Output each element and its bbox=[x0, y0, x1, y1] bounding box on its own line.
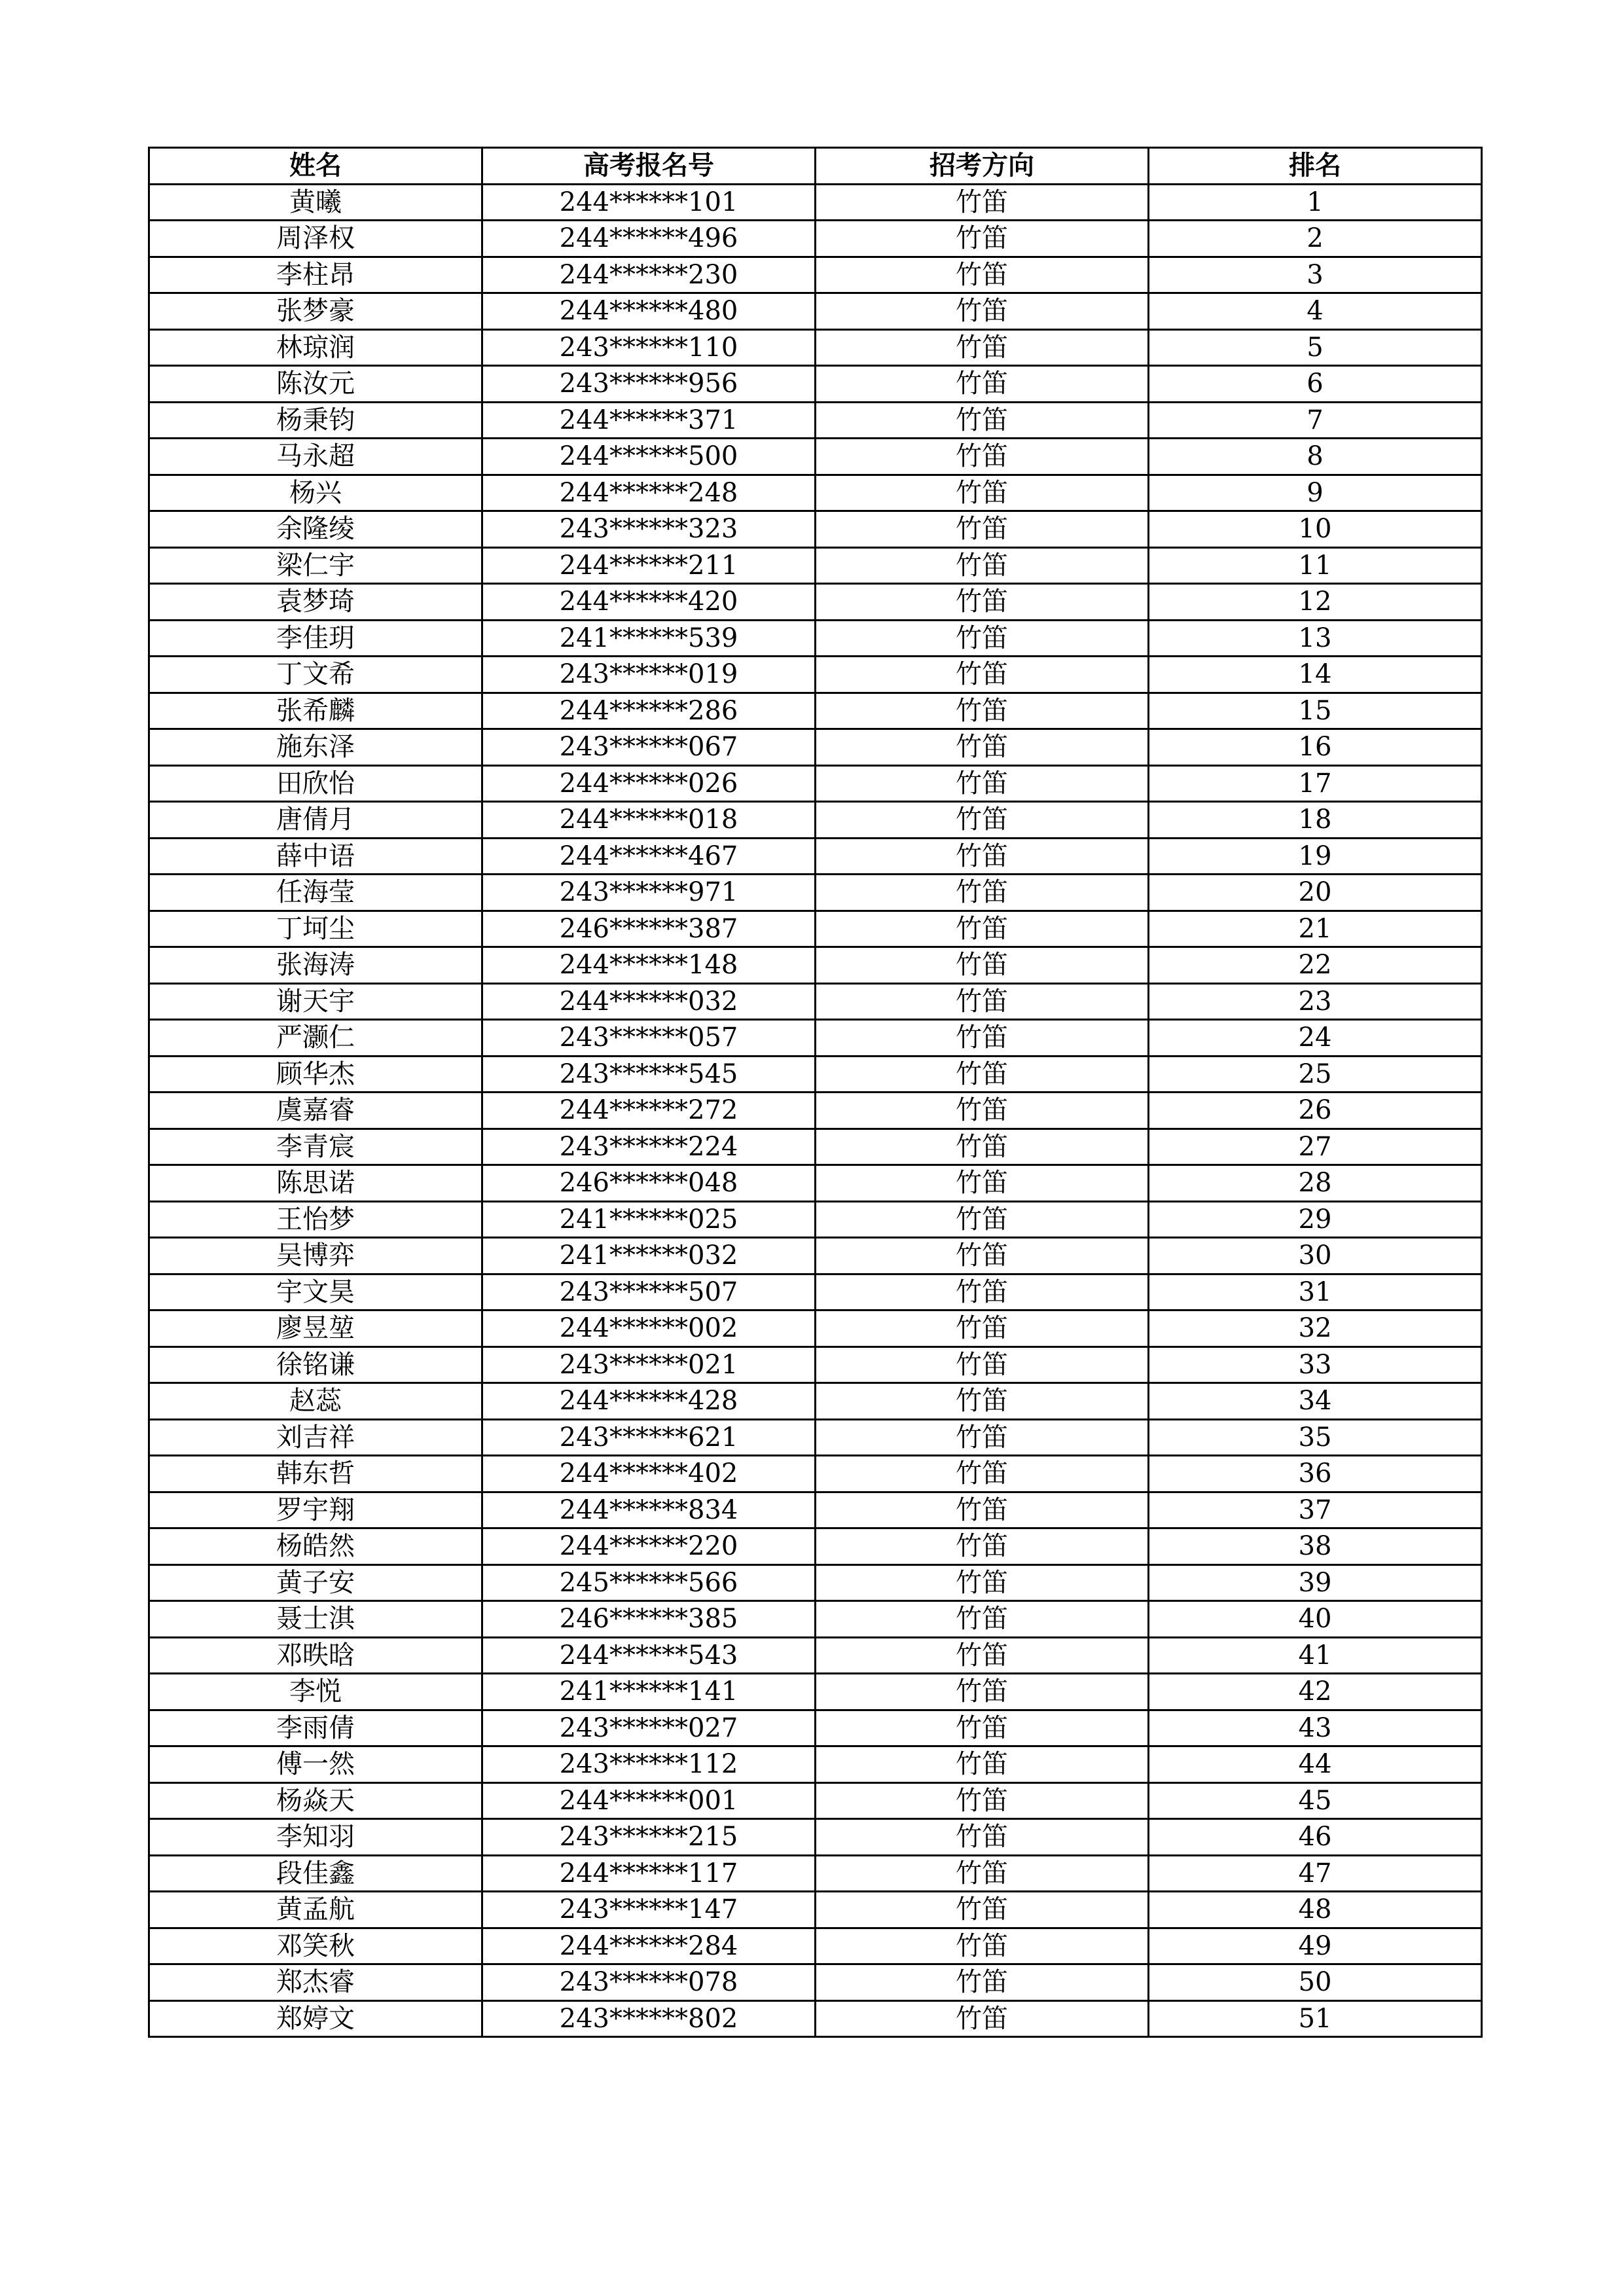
cell-registration-number: 243******021 bbox=[482, 1346, 816, 1383]
cell-direction: 竹笛 bbox=[816, 366, 1149, 403]
cell-rank: 14 bbox=[1149, 657, 1482, 693]
table-row bbox=[149, 547, 1482, 584]
cell-direction: 竹笛 bbox=[816, 1346, 1149, 1383]
cell-registration-number: 244******272 bbox=[482, 1093, 816, 1129]
cell-rank: 27 bbox=[1149, 1129, 1482, 1165]
table-row bbox=[149, 1093, 1482, 1129]
cell-rank: 35 bbox=[1149, 1419, 1482, 1456]
cell-name: 赵蕊 bbox=[149, 1383, 482, 1420]
table-row bbox=[149, 1928, 1482, 1964]
cell-rank: 1 bbox=[1149, 184, 1482, 221]
cell-direction: 竹笛 bbox=[816, 439, 1149, 475]
ranking-sheet bbox=[148, 147, 1481, 2038]
cell-registration-number: 244******018 bbox=[482, 802, 816, 839]
cell-rank: 34 bbox=[1149, 1383, 1482, 1420]
table-row bbox=[149, 1056, 1482, 1093]
cell-name: 张梦豪 bbox=[149, 293, 482, 330]
cell-name: 李悦 bbox=[149, 1674, 482, 1710]
cell-registration-number: 243******112 bbox=[482, 1746, 816, 1783]
cell-registration-number: 244******286 bbox=[482, 693, 816, 729]
cell-registration-number: 243******971 bbox=[482, 875, 816, 911]
cell-registration-number: 243******507 bbox=[482, 1274, 816, 1310]
cell-rank: 37 bbox=[1149, 1492, 1482, 1528]
cell-rank: 19 bbox=[1149, 838, 1482, 875]
cell-rank: 4 bbox=[1149, 293, 1482, 330]
cell-rank: 45 bbox=[1149, 1782, 1482, 1819]
cell-name: 陈思诺 bbox=[149, 1165, 482, 1202]
cell-registration-number: 243******019 bbox=[482, 657, 816, 693]
cell-name: 傅一然 bbox=[149, 1746, 482, 1783]
table-row bbox=[149, 366, 1482, 403]
cell-name: 余隆绫 bbox=[149, 511, 482, 548]
cell-rank: 28 bbox=[1149, 1165, 1482, 1202]
cell-name: 徐铭谦 bbox=[149, 1346, 482, 1383]
cell-name: 马永超 bbox=[149, 439, 482, 475]
table-row bbox=[149, 1201, 1482, 1238]
cell-direction: 竹笛 bbox=[816, 1129, 1149, 1165]
cell-direction: 竹笛 bbox=[816, 620, 1149, 657]
cell-rank: 2 bbox=[1149, 221, 1482, 257]
table-row bbox=[149, 1274, 1482, 1310]
cell-direction: 竹笛 bbox=[816, 402, 1149, 439]
table-row bbox=[149, 1129, 1482, 1165]
cell-registration-number: 243******621 bbox=[482, 1419, 816, 1456]
header-rank: 排名 bbox=[1149, 148, 1482, 185]
cell-direction: 竹笛 bbox=[816, 983, 1149, 1020]
cell-name: 施东泽 bbox=[149, 729, 482, 766]
cell-direction: 竹笛 bbox=[816, 693, 1149, 729]
header-registration-number: 高考报名号 bbox=[482, 148, 816, 185]
table-row bbox=[149, 1419, 1482, 1456]
cell-direction: 竹笛 bbox=[816, 1528, 1149, 1565]
cell-name: 吴博弈 bbox=[149, 1238, 482, 1274]
ranking-table bbox=[148, 147, 1483, 2038]
table-row bbox=[149, 329, 1482, 366]
cell-rank: 20 bbox=[1149, 875, 1482, 911]
cell-rank: 18 bbox=[1149, 802, 1482, 839]
cell-rank: 41 bbox=[1149, 1637, 1482, 1674]
cell-direction: 竹笛 bbox=[816, 657, 1149, 693]
cell-name: 邓昳晗 bbox=[149, 1637, 482, 1674]
cell-registration-number: 241******032 bbox=[482, 1238, 816, 1274]
cell-registration-number: 244******371 bbox=[482, 402, 816, 439]
cell-name: 梁仁宇 bbox=[149, 547, 482, 584]
cell-direction: 竹笛 bbox=[816, 947, 1149, 984]
cell-rank: 5 bbox=[1149, 329, 1482, 366]
cell-direction: 竹笛 bbox=[816, 1274, 1149, 1310]
cell-registration-number: 244******402 bbox=[482, 1456, 816, 1492]
table-row bbox=[149, 439, 1482, 475]
cell-direction: 竹笛 bbox=[816, 729, 1149, 766]
cell-direction: 竹笛 bbox=[816, 1674, 1149, 1710]
cell-registration-number: 244******220 bbox=[482, 1528, 816, 1565]
cell-registration-number: 244******500 bbox=[482, 439, 816, 475]
header-name: 姓名 bbox=[149, 148, 482, 185]
cell-rank: 8 bbox=[1149, 439, 1482, 475]
cell-rank: 7 bbox=[1149, 402, 1482, 439]
table-row bbox=[149, 293, 1482, 330]
cell-rank: 48 bbox=[1149, 1892, 1482, 1928]
table-row bbox=[149, 221, 1482, 257]
cell-registration-number: 243******057 bbox=[482, 1020, 816, 1057]
cell-rank: 30 bbox=[1149, 1238, 1482, 1274]
cell-name: 郑婷文 bbox=[149, 2000, 482, 2037]
cell-rank: 3 bbox=[1149, 257, 1482, 293]
table-row bbox=[149, 1819, 1482, 1856]
cell-direction: 竹笛 bbox=[816, 184, 1149, 221]
cell-registration-number: 243******027 bbox=[482, 1710, 816, 1746]
cell-direction: 竹笛 bbox=[816, 329, 1149, 366]
table-row bbox=[149, 657, 1482, 693]
cell-rank: 43 bbox=[1149, 1710, 1482, 1746]
cell-name: 顾华杰 bbox=[149, 1056, 482, 1093]
table-row bbox=[149, 729, 1482, 766]
cell-rank: 38 bbox=[1149, 1528, 1482, 1565]
cell-name: 李知羽 bbox=[149, 1819, 482, 1856]
cell-direction: 竹笛 bbox=[816, 1310, 1149, 1347]
cell-direction: 竹笛 bbox=[816, 1601, 1149, 1638]
cell-registration-number: 244******148 bbox=[482, 947, 816, 984]
cell-name: 虞嘉睿 bbox=[149, 1093, 482, 1129]
cell-direction: 竹笛 bbox=[816, 765, 1149, 802]
table-row bbox=[149, 911, 1482, 947]
cell-direction: 竹笛 bbox=[816, 1020, 1149, 1057]
cell-direction: 竹笛 bbox=[816, 1746, 1149, 1783]
cell-name: 张海涛 bbox=[149, 947, 482, 984]
cell-direction: 竹笛 bbox=[816, 1492, 1149, 1528]
table-row bbox=[149, 402, 1482, 439]
table-row bbox=[149, 765, 1482, 802]
cell-registration-number: 246******385 bbox=[482, 1601, 816, 1638]
cell-direction: 竹笛 bbox=[816, 1892, 1149, 1928]
table-row bbox=[149, 1310, 1482, 1347]
cell-name: 丁文希 bbox=[149, 657, 482, 693]
table-row bbox=[149, 1346, 1482, 1383]
cell-registration-number: 244******230 bbox=[482, 257, 816, 293]
cell-name: 周泽权 bbox=[149, 221, 482, 257]
table-row bbox=[149, 257, 1482, 293]
cell-registration-number: 246******387 bbox=[482, 911, 816, 947]
cell-rank: 12 bbox=[1149, 584, 1482, 621]
cell-registration-number: 244******420 bbox=[482, 584, 816, 621]
table-row bbox=[149, 1528, 1482, 1565]
cell-rank: 24 bbox=[1149, 1020, 1482, 1057]
cell-registration-number: 243******147 bbox=[482, 1892, 816, 1928]
cell-direction: 竹笛 bbox=[816, 293, 1149, 330]
table-header-row bbox=[149, 148, 1482, 185]
cell-name: 郑杰睿 bbox=[149, 1964, 482, 2001]
cell-direction: 竹笛 bbox=[816, 547, 1149, 584]
cell-rank: 11 bbox=[1149, 547, 1482, 584]
table-row bbox=[149, 1456, 1482, 1492]
cell-direction: 竹笛 bbox=[816, 875, 1149, 911]
table-row bbox=[149, 2000, 1482, 2037]
table-row bbox=[149, 584, 1482, 621]
table-row bbox=[149, 802, 1482, 839]
cell-registration-number: 241******025 bbox=[482, 1201, 816, 1238]
table-row bbox=[149, 1383, 1482, 1420]
table-row bbox=[149, 1855, 1482, 1892]
table-row bbox=[149, 947, 1482, 984]
table-row bbox=[149, 838, 1482, 875]
table-row bbox=[149, 1964, 1482, 2001]
cell-name: 陈汝元 bbox=[149, 366, 482, 403]
cell-direction: 竹笛 bbox=[816, 1928, 1149, 1964]
cell-direction: 竹笛 bbox=[816, 1782, 1149, 1819]
cell-direction: 竹笛 bbox=[816, 802, 1149, 839]
table-row bbox=[149, 1492, 1482, 1528]
cell-rank: 39 bbox=[1149, 1564, 1482, 1601]
cell-direction: 竹笛 bbox=[816, 1383, 1149, 1420]
cell-registration-number: 243******802 bbox=[482, 2000, 816, 2037]
cell-name: 邓笑秋 bbox=[149, 1928, 482, 1964]
cell-rank: 33 bbox=[1149, 1346, 1482, 1383]
cell-direction: 竹笛 bbox=[816, 1419, 1149, 1456]
cell-name: 李柱昂 bbox=[149, 257, 482, 293]
cell-registration-number: 243******215 bbox=[482, 1819, 816, 1856]
cell-rank: 49 bbox=[1149, 1928, 1482, 1964]
cell-registration-number: 244******032 bbox=[482, 983, 816, 1020]
cell-registration-number: 244******834 bbox=[482, 1492, 816, 1528]
cell-name: 李青宸 bbox=[149, 1129, 482, 1165]
cell-registration-number: 244******467 bbox=[482, 838, 816, 875]
cell-registration-number: 244******248 bbox=[482, 475, 816, 511]
cell-registration-number: 244******101 bbox=[482, 184, 816, 221]
cell-name: 黄子安 bbox=[149, 1564, 482, 1601]
cell-rank: 32 bbox=[1149, 1310, 1482, 1347]
cell-direction: 竹笛 bbox=[816, 1165, 1149, 1202]
cell-registration-number: 244******496 bbox=[482, 221, 816, 257]
cell-name: 任海莹 bbox=[149, 875, 482, 911]
cell-registration-number: 246******048 bbox=[482, 1165, 816, 1202]
cell-rank: 31 bbox=[1149, 1274, 1482, 1310]
cell-registration-number: 244******480 bbox=[482, 293, 816, 330]
table-row bbox=[149, 875, 1482, 911]
cell-direction: 竹笛 bbox=[816, 1855, 1149, 1892]
cell-registration-number: 244******211 bbox=[482, 547, 816, 584]
cell-registration-number: 243******545 bbox=[482, 1056, 816, 1093]
table-row bbox=[149, 1020, 1482, 1057]
cell-rank: 40 bbox=[1149, 1601, 1482, 1638]
table-row bbox=[149, 983, 1482, 1020]
cell-name: 宇文昊 bbox=[149, 1274, 482, 1310]
table-body bbox=[149, 184, 1482, 2037]
cell-rank: 44 bbox=[1149, 1746, 1482, 1783]
cell-direction: 竹笛 bbox=[816, 1964, 1149, 2001]
cell-name: 聂士淇 bbox=[149, 1601, 482, 1638]
cell-name: 丁坷尘 bbox=[149, 911, 482, 947]
cell-registration-number: 244******001 bbox=[482, 1782, 816, 1819]
table-row bbox=[149, 511, 1482, 548]
cell-registration-number: 243******078 bbox=[482, 1964, 816, 2001]
cell-registration-number: 244******117 bbox=[482, 1855, 816, 1892]
cell-name: 张希麟 bbox=[149, 693, 482, 729]
cell-direction: 竹笛 bbox=[816, 838, 1149, 875]
cell-name: 田欣怡 bbox=[149, 765, 482, 802]
table-row bbox=[149, 1782, 1482, 1819]
cell-rank: 17 bbox=[1149, 765, 1482, 802]
cell-name: 段佳鑫 bbox=[149, 1855, 482, 1892]
table-row bbox=[149, 1892, 1482, 1928]
cell-rank: 9 bbox=[1149, 475, 1482, 511]
cell-rank: 51 bbox=[1149, 2000, 1482, 2037]
cell-direction: 竹笛 bbox=[816, 257, 1149, 293]
cell-registration-number: 244******026 bbox=[482, 765, 816, 802]
table-row bbox=[149, 1564, 1482, 1601]
cell-name: 杨皓然 bbox=[149, 1528, 482, 1565]
cell-name: 谢天宇 bbox=[149, 983, 482, 1020]
cell-name: 罗宇翔 bbox=[149, 1492, 482, 1528]
table-row bbox=[149, 620, 1482, 657]
cell-name: 林琼润 bbox=[149, 329, 482, 366]
cell-rank: 22 bbox=[1149, 947, 1482, 984]
cell-rank: 36 bbox=[1149, 1456, 1482, 1492]
cell-rank: 47 bbox=[1149, 1855, 1482, 1892]
cell-name: 李佳玥 bbox=[149, 620, 482, 657]
table-row bbox=[149, 1637, 1482, 1674]
cell-registration-number: 243******110 bbox=[482, 329, 816, 366]
cell-name: 王怡梦 bbox=[149, 1201, 482, 1238]
cell-name: 黄孟航 bbox=[149, 1892, 482, 1928]
cell-direction: 竹笛 bbox=[816, 584, 1149, 621]
cell-direction: 竹笛 bbox=[816, 1238, 1149, 1274]
cell-direction: 竹笛 bbox=[816, 221, 1149, 257]
cell-name: 黄曦 bbox=[149, 184, 482, 221]
cell-direction: 竹笛 bbox=[816, 1710, 1149, 1746]
table-row bbox=[149, 1746, 1482, 1783]
cell-rank: 29 bbox=[1149, 1201, 1482, 1238]
cell-rank: 25 bbox=[1149, 1056, 1482, 1093]
cell-name: 杨秉钧 bbox=[149, 402, 482, 439]
cell-name: 杨兴 bbox=[149, 475, 482, 511]
cell-name: 韩东哲 bbox=[149, 1456, 482, 1492]
cell-direction: 竹笛 bbox=[816, 1456, 1149, 1492]
cell-rank: 50 bbox=[1149, 1964, 1482, 2001]
table-row bbox=[149, 1601, 1482, 1638]
cell-name: 杨焱天 bbox=[149, 1782, 482, 1819]
table-row bbox=[149, 1238, 1482, 1274]
cell-registration-number: 243******956 bbox=[482, 366, 816, 403]
cell-rank: 21 bbox=[1149, 911, 1482, 947]
cell-direction: 竹笛 bbox=[816, 511, 1149, 548]
cell-rank: 13 bbox=[1149, 620, 1482, 657]
table-row bbox=[149, 184, 1482, 221]
cell-registration-number: 245******566 bbox=[482, 1564, 816, 1601]
cell-direction: 竹笛 bbox=[816, 1201, 1149, 1238]
cell-name: 唐倩月 bbox=[149, 802, 482, 839]
cell-direction: 竹笛 bbox=[816, 475, 1149, 511]
cell-registration-number: 244******002 bbox=[482, 1310, 816, 1347]
cell-registration-number: 241******539 bbox=[482, 620, 816, 657]
cell-rank: 10 bbox=[1149, 511, 1482, 548]
cell-rank: 6 bbox=[1149, 366, 1482, 403]
cell-direction: 竹笛 bbox=[816, 1819, 1149, 1856]
cell-registration-number: 244******284 bbox=[482, 1928, 816, 1964]
cell-rank: 46 bbox=[1149, 1819, 1482, 1856]
cell-rank: 15 bbox=[1149, 693, 1482, 729]
cell-direction: 竹笛 bbox=[816, 1093, 1149, 1129]
cell-rank: 26 bbox=[1149, 1093, 1482, 1129]
cell-rank: 23 bbox=[1149, 983, 1482, 1020]
cell-name: 袁梦琦 bbox=[149, 584, 482, 621]
cell-registration-number: 244******543 bbox=[482, 1637, 816, 1674]
table-row bbox=[149, 1710, 1482, 1746]
cell-direction: 竹笛 bbox=[816, 1564, 1149, 1601]
cell-direction: 竹笛 bbox=[816, 1056, 1149, 1093]
header-direction: 招考方向 bbox=[816, 148, 1149, 185]
cell-direction: 竹笛 bbox=[816, 911, 1149, 947]
cell-rank: 16 bbox=[1149, 729, 1482, 766]
cell-registration-number: 243******323 bbox=[482, 511, 816, 548]
cell-name: 李雨倩 bbox=[149, 1710, 482, 1746]
cell-direction: 竹笛 bbox=[816, 1637, 1149, 1674]
cell-name: 薛中语 bbox=[149, 838, 482, 875]
cell-registration-number: 244******428 bbox=[482, 1383, 816, 1420]
table-row bbox=[149, 475, 1482, 511]
table-row bbox=[149, 1674, 1482, 1710]
cell-rank: 42 bbox=[1149, 1674, 1482, 1710]
cell-name: 刘吉祥 bbox=[149, 1419, 482, 1456]
cell-direction: 竹笛 bbox=[816, 2000, 1149, 2037]
cell-name: 廖昱堃 bbox=[149, 1310, 482, 1347]
cell-registration-number: 243******224 bbox=[482, 1129, 816, 1165]
table-row bbox=[149, 1165, 1482, 1202]
table-row bbox=[149, 693, 1482, 729]
cell-registration-number: 243******067 bbox=[482, 729, 816, 766]
cell-registration-number: 241******141 bbox=[482, 1674, 816, 1710]
cell-name: 严灏仁 bbox=[149, 1020, 482, 1057]
